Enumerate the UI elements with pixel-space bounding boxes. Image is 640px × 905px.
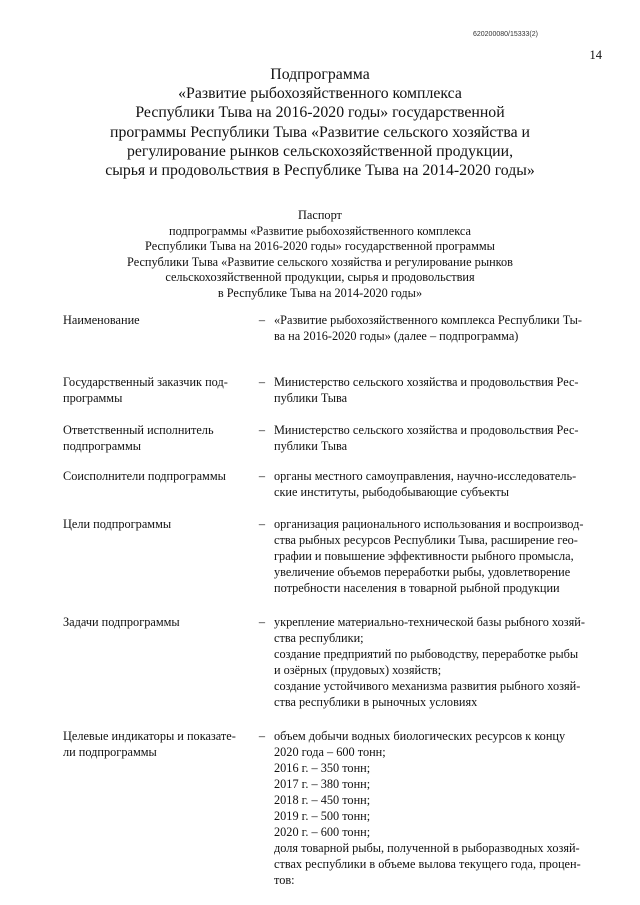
row-label-line: Целевые индикаторы и показате- — [63, 729, 236, 743]
row-value-line: тов: — [274, 873, 295, 887]
row-dash: – — [258, 423, 266, 437]
row-value-line: ства республики в рыночных условиях — [274, 695, 478, 709]
row-label — [63, 614, 248, 630]
row-value-line: доля товарной рыбы, полученной в рыборазводных хозяй- — [274, 841, 580, 855]
row-value-line: Министерство сельского хозяйства и продовольствия Рес- — [274, 423, 579, 437]
row-value-line: ства республики; — [274, 631, 364, 645]
row-label-line: Соисполнители подпрограммы — [63, 469, 226, 483]
row-value — [274, 614, 609, 710]
row-value — [274, 728, 609, 888]
passport-line: Паспорт — [298, 208, 342, 222]
row-value-line: «Развитие рыбохозяйственного комплекса Республики Ты- — [274, 313, 582, 327]
title-line: регулирование рынков сельскохозяйственной продукции, — [126, 142, 514, 160]
row-value-line: 2018 г. – 450 тонн; — [274, 793, 371, 807]
passport-line: подпрограммы «Развитие рыбохозяйственного комплекса — [169, 223, 471, 238]
passport-line: сельскохозяйственной продукции, сырья и продовольствия — [165, 270, 475, 285]
row-value-line: 2020 года – 600 тонн; — [274, 745, 386, 759]
row-value-line: ства рыбных ресурсов Республики Тыва, расширение гео- — [274, 533, 578, 547]
row-dash: – — [258, 517, 266, 531]
row-dash: – — [258, 469, 266, 483]
passport-row-customer — [0, 374, 640, 406]
title-line: Республики Тыва на 2016-2020 годы» государственной — [135, 104, 505, 122]
passport-table — [0, 312, 640, 888]
row-value-line: ские институты, рыбодобывающие субъекты — [274, 485, 510, 499]
passport-row-tasks — [0, 614, 640, 710]
row-label — [63, 516, 248, 532]
row-value-line: 2020 г. – 600 тонн; — [274, 825, 371, 839]
row-label-line: Государственный заказчик под- — [63, 375, 228, 389]
row-label — [63, 422, 248, 454]
row-value-line: публики Тыва — [274, 391, 348, 405]
row-label-line: Ответственный исполнитель — [63, 423, 214, 437]
row-label-line: программы — [63, 391, 123, 405]
row-label — [63, 468, 248, 484]
passport-row-name — [0, 312, 640, 344]
row-value-line: увеличение объемов переработки рыбы, удовлетворение — [274, 565, 571, 579]
row-value-line: ва на 2016-2020 годы» (далее – подпрограмма) — [274, 329, 519, 343]
passport-heading — [40, 208, 600, 302]
row-value-line: укрепление материально-технической базы рыбного хозяй- — [274, 615, 585, 629]
row-value-line: 2016 г. – 350 тонн; — [274, 761, 371, 775]
row-value-line: графии и повышение эффективности рыбного промысла, — [274, 549, 574, 563]
page-number: 14 — [589, 48, 602, 62]
passport-line: Республики Тыва «Развитие сельского хозяйства и регулирование рынков — [127, 254, 513, 269]
row-label — [63, 728, 248, 760]
row-value-line: и озёрных (прудовых) хозяйств; — [274, 663, 442, 677]
row-value-line: потребности населения в товарной рыбной продукции — [274, 581, 560, 595]
row-value-line: Министерство сельского хозяйства и продовольствия Рес- — [274, 375, 579, 389]
subprogram-title — [40, 65, 600, 180]
title-line: сырья и продовольствия в Республике Тыва на 2014-2020 годы» — [105, 162, 535, 180]
row-value — [274, 516, 609, 596]
row-dash: – — [258, 615, 266, 629]
row-value-line: 2017 г. – 380 тонн; — [274, 777, 371, 791]
row-value-line: создание предприятий по рыбоводству, переработке рыбы — [274, 647, 579, 661]
row-label-line: Наименование — [63, 313, 140, 327]
row-value — [274, 422, 609, 454]
row-value-line: органы местного самоуправления, научно-исследователь- — [274, 469, 577, 483]
row-label-line: Цели подпрограммы — [63, 517, 172, 531]
title-line: программы Республики Тыва «Развитие сельского хозяйства и — [110, 123, 530, 141]
row-value — [274, 468, 609, 500]
row-value-line: организация рационального использования и воспроизвод- — [274, 517, 584, 531]
row-label — [63, 374, 248, 406]
passport-line: в Республике Тыва на 2014-2020 годы» — [217, 285, 423, 300]
document-id: 620200080/15333(2) — [472, 31, 538, 38]
row-value-line: объем добычи водных биологических ресурсов к концу — [274, 729, 566, 743]
title-line: «Развитие рыбохозяйственного комплекса — [178, 85, 462, 103]
passport-line: Республики Тыва на 2016-2020 годы» государственной программы — [145, 239, 495, 254]
row-label-line: подпрограммы — [63, 439, 141, 453]
row-value-line: публики Тыва — [274, 439, 348, 453]
passport-row-coexecutors — [0, 468, 640, 500]
row-label — [63, 312, 248, 328]
passport-row-indicators — [0, 728, 640, 888]
row-value — [274, 374, 609, 406]
row-value-line: ствах республики в объеме вылова текущего года, процен- — [274, 857, 581, 871]
row-value — [274, 312, 609, 344]
row-dash: – — [258, 313, 266, 327]
title-line: Подпрограмма — [270, 66, 370, 83]
passport-row-executor — [0, 422, 640, 454]
row-value-line: создание устойчивого механизма развития рыбного хозяй- — [274, 679, 581, 693]
passport-row-goals — [0, 516, 640, 596]
row-label-line: Задачи подпрограммы — [63, 615, 180, 629]
row-dash: – — [258, 375, 266, 389]
row-label-line: ли подпрограммы — [63, 745, 157, 759]
row-dash: – — [258, 729, 266, 743]
row-value-line: 2019 г. – 500 тонн; — [274, 809, 371, 823]
